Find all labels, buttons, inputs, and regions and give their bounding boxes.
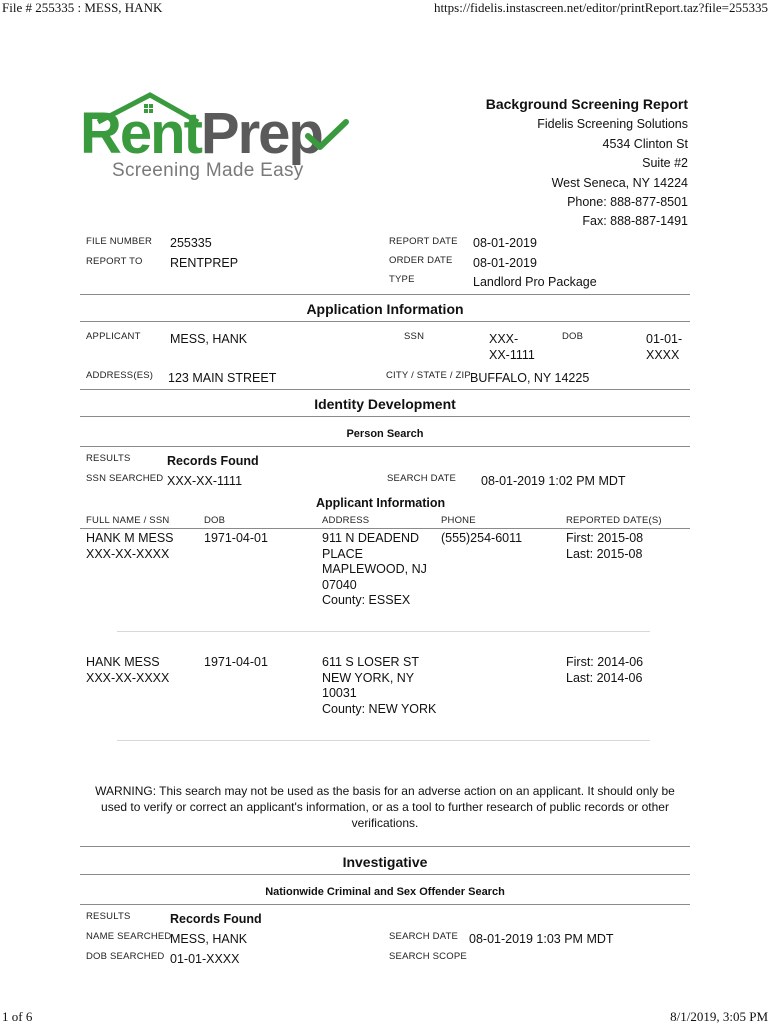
criminal-search-results: Records Found: [170, 912, 262, 926]
page-title: File # 255335 : MESS, HANK: [2, 0, 163, 15]
search-date-label: SEARCH DATE: [387, 473, 457, 484]
logo-word-prep: Prep: [200, 101, 322, 166]
order-date-label: ORDER DATE: [389, 255, 453, 266]
row-dob: 1971-04-01: [204, 655, 268, 669]
row-reported-dates: First: 2015-08 Last: 2015-08: [566, 531, 644, 561]
file-number: 255335: [170, 236, 212, 250]
report-date: 08-01-2019: [473, 236, 537, 250]
row-phone: (555)254-6011: [441, 531, 523, 545]
results-label: RESULTS: [86, 453, 131, 464]
criminal-search-date: 08-01-2019 1:03 PM MDT: [469, 932, 614, 946]
logo-tagline: Screening Made Easy: [112, 160, 304, 181]
applicant-address: 123 MAIN STREET: [168, 371, 277, 385]
company-suite: Suite #2: [642, 156, 688, 171]
company-street: 4534 Clinton St: [602, 136, 688, 151]
person-search-results: Records Found: [167, 454, 259, 468]
page-count: 1 of 6: [2, 1009, 33, 1024]
applicant-ssn: XXX- XX-1111: [489, 332, 535, 362]
row-address: 911 N DEADEND PLACE MAPLEWOOD, NJ 07040 County: ESSEX: [322, 531, 427, 607]
dob-searched: 01-01-XXXX: [170, 952, 240, 966]
dob-label: DOB: [562, 331, 584, 342]
city-state-zip-label: CITY / STATE / ZIP: [386, 370, 471, 381]
col-header-dob: DOB: [204, 515, 226, 526]
identity-section-title: Identity Development: [314, 396, 456, 412]
checkmark-icon: [304, 118, 350, 152]
row-name-ssn: HANK MESS XXX-XX-XXXX: [86, 655, 170, 685]
search-scope-label: SEARCH SCOPE: [389, 951, 467, 962]
row-name-ssn: HANK M MESS XXX-XX-XXXX: [86, 531, 174, 561]
address-label: ADDRESS(ES): [86, 370, 154, 381]
search-date-label: SEARCH DATE: [389, 931, 459, 942]
col-header-reported-dates: REPORTED DATE(S): [566, 515, 662, 526]
applicant-label: APPLICANT: [86, 331, 141, 342]
company-phone: Phone: 888-877-8501: [567, 195, 688, 210]
col-header-phone: PHONE: [441, 515, 476, 526]
divider: [80, 846, 690, 847]
order-date: 08-01-2019: [473, 256, 537, 270]
results-label: RESULTS: [86, 911, 131, 922]
applicant-dob: 01-01- XXXX: [646, 332, 683, 362]
report-title: Background Screening Report: [485, 96, 688, 112]
company-name: Fidelis Screening Solutions: [537, 117, 688, 132]
print-datetime: 8/1/2019, 3:05 PM: [670, 1009, 768, 1024]
row-reported-dates: First: 2014-06 Last: 2014-06: [566, 655, 644, 685]
row-dob: 1971-04-01: [204, 531, 268, 545]
row-divider: [117, 631, 650, 632]
applicant-info-title: Applicant Information: [316, 496, 446, 510]
fcra-warning: WARNING: This search may not be used as the basis for an adverse action on an applicant. It should only be used to verify or correct an applicant's information, or as a tool to further research of public records or other verifications.: [95, 784, 675, 830]
ssn-searched: XXX-XX-1111: [167, 474, 243, 488]
company-fax: Fax: 888-887-1491: [582, 214, 688, 229]
investigative-section-title: Investigative: [342, 854, 428, 870]
company-info: [486, 95, 688, 232]
divider: [80, 389, 690, 390]
file-number-label: FILE NUMBER: [86, 236, 153, 247]
application-section-title: Application Information: [306, 301, 464, 317]
rentprep-logo: [80, 92, 350, 187]
ssn-searched-label: SSN SEARCHED: [86, 473, 164, 484]
col-header-full-name: FULL NAME / SSN: [86, 515, 170, 526]
divider: [80, 294, 690, 295]
name-searched-label: NAME SEARCHED: [86, 931, 172, 942]
applicant-name: MESS, HANK: [170, 332, 248, 346]
divider: [80, 904, 690, 905]
report-to: RENTPREP: [170, 256, 239, 270]
ssn-label: SSN: [404, 331, 425, 342]
row-address: 611 S LOSER ST NEW YORK, NY 10031 County: NEW YORK: [322, 655, 437, 716]
page-url: https://fidelis.instascreen.net/editor/printReport.taz?file=255335: [433, 0, 768, 15]
type-label: TYPE: [389, 274, 415, 285]
report-type: Landlord Pro Package: [473, 275, 597, 289]
report-to-label: REPORT TO: [86, 256, 143, 267]
divider: [80, 446, 690, 447]
applicant-city-state-zip: BUFFALO, NY 14225: [470, 371, 590, 385]
company-city: West Seneca, NY 14224: [551, 175, 688, 190]
person-search-date: 08-01-2019 1:02 PM MDT: [481, 474, 626, 488]
divider: [80, 321, 690, 322]
dob-searched-label: DOB SEARCHED: [86, 951, 165, 962]
row-divider: [117, 740, 650, 741]
col-header-address: ADDRESS: [322, 515, 370, 526]
divider: [80, 874, 690, 875]
logo-word-rent: Rent: [80, 101, 201, 166]
person-search-title: Person Search: [346, 428, 424, 440]
divider: [80, 416, 690, 417]
criminal-search-title: Nationwide Criminal and Sex Offender Search: [265, 886, 505, 898]
name-searched: MESS, HANK: [170, 932, 248, 946]
divider: [80, 528, 690, 529]
report-date-label: REPORT DATE: [389, 236, 458, 247]
